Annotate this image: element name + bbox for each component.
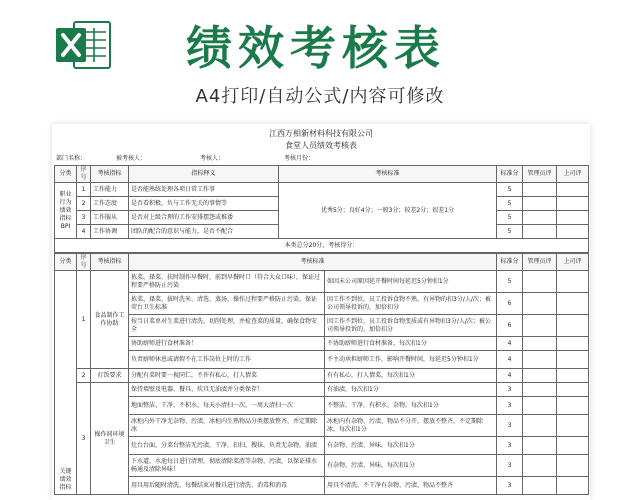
admin-rating-cell[interactable] [523,383,557,397]
banner-subtitle: A4打印/自动公式/内容可修改 [195,86,445,107]
admin-rating-cell[interactable] [523,225,557,239]
bpi-header-row [55,166,589,183]
header-definition: 指标释义 [129,166,279,183]
bpi-table [54,165,589,253]
meta-table [54,152,588,165]
company-name: 江西万相新材料科技有限公司 [269,129,373,138]
superior-rating-cell[interactable] [557,437,589,455]
table-row: 负责厨师休息或请假不在工作岗位上时的工作 不主动承担厨师工作，影响开餐时间，每延迟5分钟扣1分 4 [55,351,589,369]
rating-scale: 优秀5分；良好4分；一般3分；较差2分；很差1分 [279,183,497,239]
admin-rating-cell[interactable] [523,183,557,197]
table-row: 协助厨师进行食材准备！ 不协助厨师进行食材准备，每次扣1分 4 [55,337,589,351]
admin-rating-cell[interactable] [523,315,557,337]
superior-rating-cell[interactable] [557,337,589,351]
admin-rating-cell[interactable] [523,437,557,455]
admin-rating-cell[interactable] [523,271,557,293]
header-score: 标准分 [497,166,523,183]
table-row: 按当日菜单对生菜进行清洗、切削处理，并检查菜的质量，确保食物安全 因工作不到位，员工投诉食物变质或有异物扣3分/人/次；被公司领导投诉的，加倍扣分 6 [55,315,589,337]
superior-rating-cell[interactable] [557,183,589,197]
table-row: 2 工作态度 是否看积极，负与工作无关的事情等 5 [55,197,589,211]
superior-rating-cell[interactable] [557,225,589,239]
table-row: 地面整洁、干净、不积水，每天小清扫一次，一周大清扫一次 不整洁、干净，有积水、杂物，每次扣1分 3 [55,397,589,415]
admin-rating-cell[interactable] [523,455,557,477]
excel-logo-icon [54,18,112,72]
table-row: 4 工作协调 团队的配合的意识与能力，是否不配合 5 [55,225,589,239]
superior-rating-cell[interactable] [557,271,589,293]
table-row: 关键绩效指标 1 食品制作工作协助 拣菜、择菜、扶时制作早餐时，前到早餐时口（符合大众口味），保证过程要严格防止污染 如因未公司原因延开餐时间每延迟5分钟扣1分 5 [55,271,589,293]
table-row: 用具用后随时清洗，每餐结束对餐具进行清洗、消毒和消毒 用具不清洗、不干净有杂物、污渍、物品不整齐 3 [55,477,589,495]
header-admin-rating: 管理员评 [523,166,557,183]
admin-rating-cell[interactable] [523,415,557,437]
superior-rating-cell[interactable] [557,351,589,369]
banner-title: 绩效考核表 [186,21,446,75]
header-standard: 考核标准 [279,166,497,183]
table-row: 2 打饭要求 分配有菜时要一视同仁，不许有私心，打人情菜 有有私心，打人情菜，每次扣1分 4 [55,369,589,383]
admin-rating-cell[interactable] [523,197,557,211]
superior-rating-cell[interactable] [557,397,589,415]
banner [0,0,640,118]
superior-rating-cell[interactable] [557,369,589,383]
table-row: 下水道，水池每日进行清理，彻底清除菜渣等杂物、污渍，以保证排水畅通及清除异味！ 有杂物、污渍、异味，每次扣1分 3 [55,455,589,477]
admin-rating-cell[interactable] [523,369,557,383]
total-score-line: 本类总分20分，考核得分： [55,239,589,253]
admin-rating-cell[interactable] [523,477,557,495]
admin-rating-cell[interactable] [523,397,557,415]
kpi-header-row: 分类 序号 考核指标 考核标准 标准分 管理员评 上司评 [55,254,589,271]
admin-rating-cell[interactable] [523,293,557,315]
meta-assessor: 考核人： [200,154,225,162]
header-no: 序号 [77,166,91,183]
form-title: 食堂人员绩效考核表 [285,141,357,150]
admin-rating-cell[interactable] [523,351,557,369]
table-row: 拣菜、择菜、拔时洗米、清选、蒸汤，操作过程要严格防止污染，保证荧台卫生标准 因工作不到位，员工投诉食物不熟、有异物的扣3分/人/次；被公司领导投诉的，加倍扣分 6 [55,293,589,315]
admin-rating-cell[interactable] [523,337,557,351]
superior-rating-cell[interactable] [557,383,589,397]
table-row: 3 操作间环境卫生 保持墙壁及电器、餐具、炊具无油渍并分类保存！ 有油渍，每次扣1分 3 [55,383,589,397]
category-bpi: 职业行为绩效指标BPI [55,183,77,239]
superior-rating-cell[interactable] [557,415,589,437]
superior-rating-cell[interactable] [557,477,589,495]
superior-rating-cell[interactable] [557,197,589,211]
table-row: 灶台台面，分菜台整洁无污渍，干净，扣扫，搜抹，负责无杂物，油渍 有杂物、污渍、异味，每次扣1分 3 [55,437,589,455]
superior-rating-cell[interactable] [557,315,589,337]
performance-sheet [52,124,590,500]
meta-department: 部门名称： [56,154,87,162]
table-row: 冰柜内外干净无杂物、污渍，冰柜内生熟物品分类摆放整齐，并定期除冰 冰柜内有杂物、污渍、物品不分开，摆放不整齐，不定期除冰，每次扣1分 3 [55,415,589,437]
superior-rating-cell[interactable] [557,293,589,315]
header-indicator: 考核指标 [91,166,129,183]
superior-rating-cell[interactable] [557,455,589,477]
header-superior-rating: 上司评 [557,166,589,183]
superior-rating-cell[interactable] [557,211,589,225]
category-kpi: 关键绩效指标 [55,271,77,495]
kpi-table [54,253,589,495]
table-row: 职业行为绩效指标BPI 1 工作能力 是否能熟练处理各项日常工作事 优秀5分；良好4分；一般3分；较差2分；很差1分 5 [55,183,589,197]
header-category: 分类 [55,166,77,183]
table-row: 3 工作服从 是否对上级合理的工作安排摆怨或推诿 5 [55,211,589,225]
admin-rating-cell[interactable] [523,211,557,225]
meta-assessee: 被考核人： [116,154,147,162]
meta-month: 考核月份： [284,154,315,162]
